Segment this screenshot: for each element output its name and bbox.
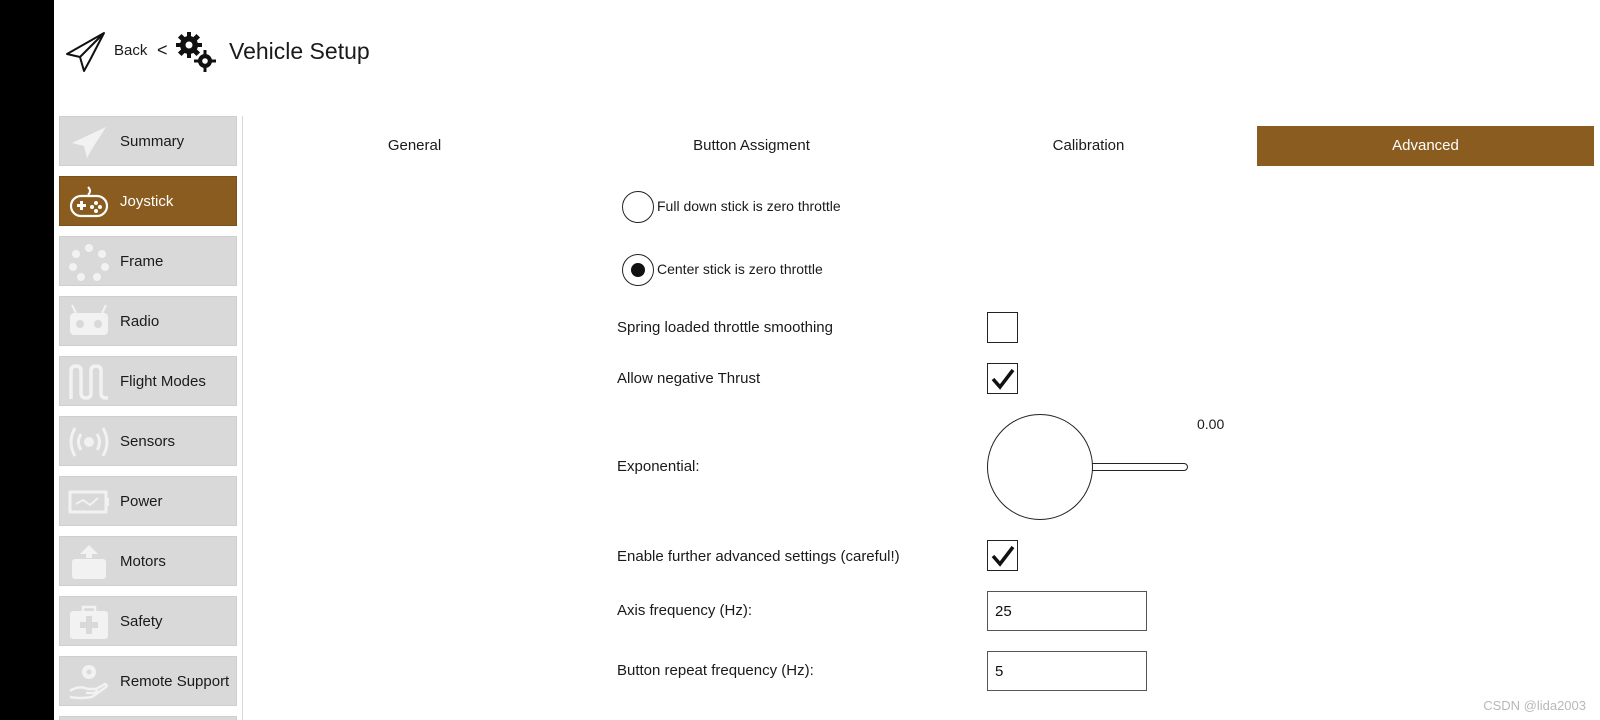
sidebar-item-label: Summary bbox=[120, 133, 185, 150]
sidebar-item-flight-modes[interactable] bbox=[59, 356, 237, 406]
checkmark-icon bbox=[991, 367, 1015, 391]
tab-general[interactable]: General bbox=[387, 137, 442, 154]
sidebar-item-label: Frame bbox=[120, 253, 164, 270]
advanced-settings-label: Enable further advanced settings (careful!) bbox=[617, 548, 900, 565]
plane-icon bbox=[68, 123, 110, 161]
header bbox=[54, 0, 1600, 106]
checkmark-icon bbox=[991, 544, 1015, 568]
sidebar-item-label: Flight Modes bbox=[120, 373, 206, 390]
sidebar-item-power[interactable] bbox=[59, 476, 237, 526]
page-title: Vehicle Setup bbox=[229, 38, 370, 64]
exponential-slider-track[interactable] bbox=[1080, 463, 1188, 471]
radio-label: Center stick is zero throttle bbox=[657, 261, 823, 277]
back-button[interactable]: Back bbox=[114, 42, 148, 59]
sidebar-divider bbox=[242, 116, 243, 720]
button-repeat-frequency-label: Button repeat frequency (Hz): bbox=[617, 662, 814, 679]
radio-selected-dot bbox=[631, 263, 645, 277]
sidebar-item-label: Motors bbox=[120, 553, 166, 570]
tab-calibration[interactable]: Calibration bbox=[1052, 137, 1125, 154]
sidebar-item-frame[interactable] bbox=[59, 236, 237, 286]
safety-icon bbox=[68, 603, 110, 641]
sidebar-item-joystick[interactable] bbox=[59, 176, 237, 226]
watermark: CSDN @lida2003 bbox=[1483, 698, 1586, 713]
advanced-settings-checkbox[interactable] bbox=[987, 540, 1018, 571]
sidebar-item-label: Sensors bbox=[120, 433, 176, 450]
breadcrumb-separator: < bbox=[157, 40, 168, 60]
gamepad-icon bbox=[68, 183, 110, 221]
radio-icon bbox=[68, 303, 110, 341]
frame-icon bbox=[68, 243, 110, 281]
exponential-value: 0.00 bbox=[1197, 416, 1225, 432]
sidebar-item-label: Safety bbox=[120, 613, 163, 630]
remote-support-icon bbox=[68, 663, 110, 701]
gears-icon bbox=[174, 30, 218, 74]
sensors-icon bbox=[68, 423, 110, 461]
flight-modes-icon bbox=[68, 363, 110, 401]
radio-button[interactable] bbox=[622, 254, 654, 286]
radio-button[interactable] bbox=[622, 191, 654, 223]
power-icon bbox=[68, 483, 110, 521]
sidebar-item-motors[interactable] bbox=[59, 536, 237, 586]
spring-loaded-checkbox[interactable] bbox=[987, 312, 1018, 343]
sidebar-item-label: Joystick bbox=[120, 193, 174, 210]
sidebar-item-remote-support[interactable] bbox=[59, 656, 237, 706]
paper-plane-icon[interactable] bbox=[64, 30, 108, 74]
sidebar-item-sensors[interactable] bbox=[59, 416, 237, 466]
tab-button-assignment[interactable]: Button Assigment bbox=[693, 137, 810, 154]
negative-thrust-label: Allow negative Thrust bbox=[617, 370, 761, 387]
tab-advanced[interactable]: Advanced bbox=[1257, 126, 1594, 166]
button-repeat-frequency-input[interactable] bbox=[987, 651, 1147, 691]
spring-loaded-label: Spring loaded throttle smoothing bbox=[617, 319, 833, 336]
exponential-label: Exponential: bbox=[617, 458, 700, 475]
sidebar-item-radio[interactable] bbox=[59, 296, 237, 346]
radio-label: Full down stick is zero throttle bbox=[657, 198, 841, 214]
negative-thrust-checkbox[interactable] bbox=[987, 363, 1018, 394]
sidebar-item-label: Remote Support bbox=[120, 673, 230, 690]
sidebar-item-summary[interactable] bbox=[59, 116, 237, 166]
tab-bar bbox=[246, 126, 1594, 166]
sidebar-item-safety[interactable] bbox=[59, 596, 237, 646]
sidebar-item-label: Radio bbox=[120, 313, 160, 330]
axis-frequency-input[interactable] bbox=[987, 591, 1147, 631]
exponential-slider-handle[interactable] bbox=[987, 414, 1093, 520]
left-black-bar bbox=[0, 0, 54, 720]
sidebar-item-partial[interactable] bbox=[59, 716, 237, 720]
motors-icon bbox=[68, 543, 110, 581]
sidebar-item-label: Power bbox=[120, 493, 163, 510]
axis-frequency-label: Axis frequency (Hz): bbox=[617, 602, 753, 619]
